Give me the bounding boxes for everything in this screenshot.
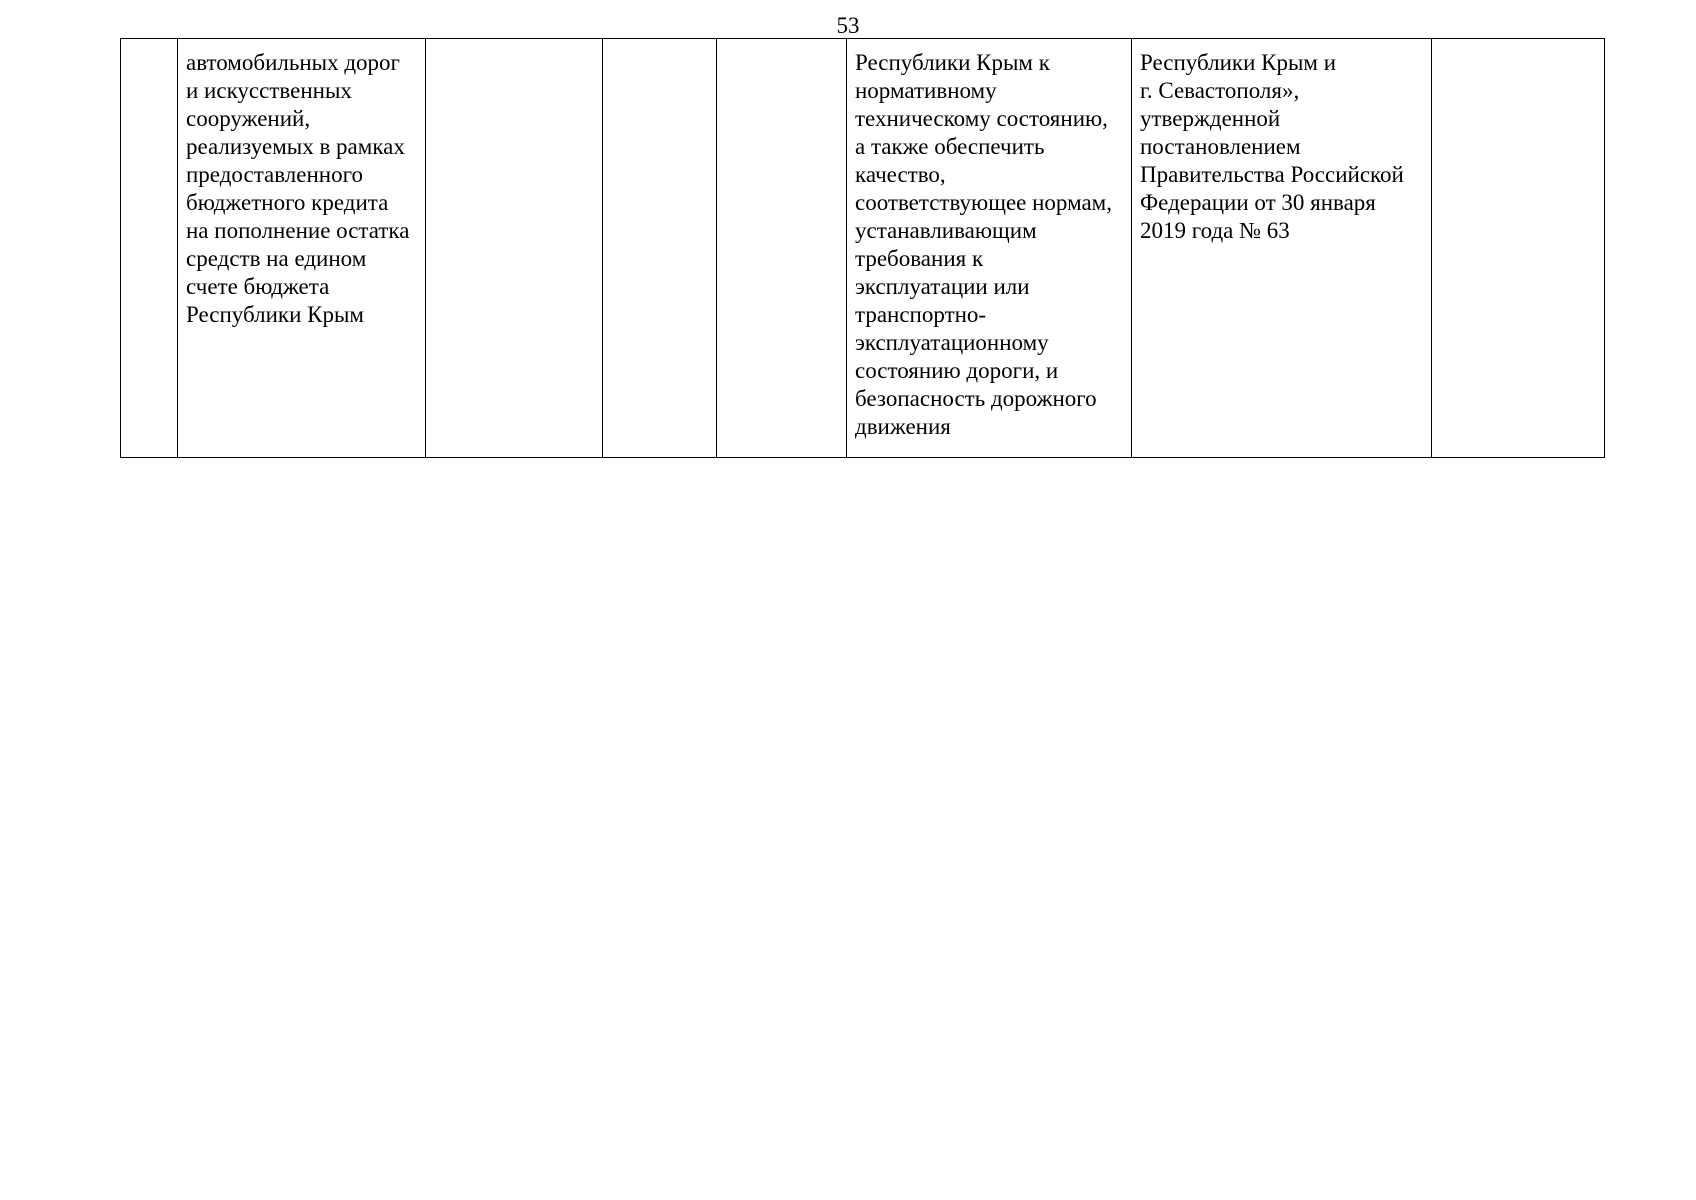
table-cell-requirements: Республики Крым к нормативному техническому состоянию, а также обеспечить качество, соответствующее нормам, устанавливающим требования к эксплуатации или транспортно- эксплуатационному состоянию дороги, и безопасность дорожного движения bbox=[847, 39, 1132, 458]
document-table bbox=[120, 38, 1605, 458]
table-row bbox=[121, 39, 1605, 458]
table-cell-col8 bbox=[1432, 39, 1605, 458]
table-cell-col3 bbox=[426, 39, 603, 458]
table-cell-number bbox=[121, 39, 178, 458]
table-cell-col5 bbox=[717, 39, 847, 458]
table-cell-description: автомобильных дорог и искусственных сооружений, реализуемых в рамках предоставленного бюджетного кредита на пополнение остатка средств на едином счете бюджета Республики Крым bbox=[178, 39, 426, 458]
page-number: 53 bbox=[836, 13, 860, 38]
table-cell-program-reference: Республики Крым и г. Севастополя», утвержденной постановлением Правительства Российской Федерации от 30 января 2019 года № 63 bbox=[1132, 39, 1432, 458]
table-cell-col4 bbox=[603, 39, 717, 458]
